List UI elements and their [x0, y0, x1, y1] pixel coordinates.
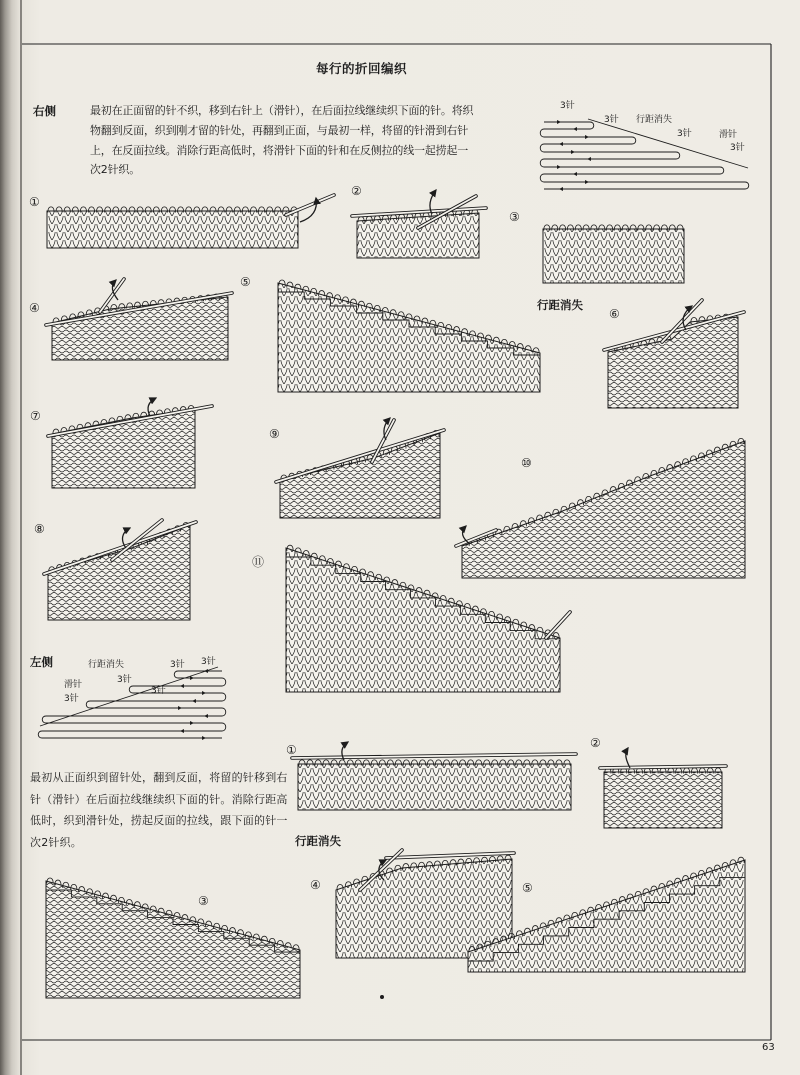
direction-arrow — [190, 676, 194, 680]
direction-arrow — [178, 706, 182, 710]
figure-number: ③ — [509, 210, 520, 224]
purl-fabric — [462, 441, 745, 578]
instruction-line: 低时，织到滑针处，捞起反面的拉线，跟下面的针一 — [30, 814, 288, 827]
instruction-line: 次2针织。 — [30, 835, 82, 849]
print-dot — [380, 995, 384, 999]
knitting-needle — [386, 853, 514, 858]
purl-fabric — [604, 772, 722, 828]
needle-body — [100, 279, 124, 312]
direction-arrow — [559, 142, 563, 146]
figure-number: ⑤ — [240, 275, 251, 289]
schematic-label: 滑针 — [719, 130, 738, 140]
stockinette-fabric — [357, 213, 479, 258]
figure-left-4 — [336, 850, 514, 958]
figure-right-6 — [604, 300, 744, 408]
left-side-heading: 左侧 — [30, 655, 53, 669]
schematic-label: 3针 — [560, 101, 575, 111]
instruction-line: 上，在反面拉线。消除行距高低时，将滑针下面的针和在反侧拉的线一起捞起一 — [90, 143, 468, 157]
figure-number: ② — [351, 184, 362, 198]
purl-fabric — [52, 297, 228, 360]
left-side-instructions — [30, 767, 288, 853]
figure-right-3 — [543, 225, 684, 283]
figure-number: ② — [590, 736, 601, 750]
direction-arrow — [559, 187, 563, 191]
knitting-needle — [292, 754, 576, 758]
figure-right-7 — [48, 398, 212, 488]
yarn-row-lines — [540, 122, 749, 189]
figure-left-2 — [600, 748, 726, 828]
gap-vanish-caption: 行距消失 — [295, 834, 341, 848]
direction-arrow — [557, 165, 561, 169]
schematic-label: 滑针 — [64, 680, 83, 690]
figure-number: ⑩ — [521, 456, 532, 470]
schematic-label: 3针 — [201, 657, 216, 667]
right-side-instructions — [90, 101, 473, 180]
schematic-label: 行距消失 — [636, 115, 673, 125]
yarn-strand-arrow — [626, 748, 630, 768]
direction-arrow — [202, 736, 206, 740]
knitting-needle — [286, 195, 334, 215]
purl-fabric — [46, 881, 300, 998]
right-side-heading: 右侧 — [33, 104, 56, 118]
short-row-schematic-left — [38, 655, 226, 740]
direction-arrow — [587, 157, 591, 161]
instruction-line: 最初在正面留的针不织，移到右针上（滑针），在后面拉线继续织下面的针。将织 — [90, 104, 474, 117]
schematic-label: 3针 — [117, 675, 132, 685]
figure-number: ① — [286, 743, 297, 757]
figure-right-10 — [456, 438, 745, 578]
figure-right-5 — [278, 280, 540, 392]
schematic-label: 3针 — [151, 686, 166, 696]
instruction-line: 物翻到反面，织到刚才留的针处，再翻到正面，与最初一样，将留的针滑到右针 — [90, 123, 468, 137]
direction-arrow — [585, 180, 589, 184]
figure-number: ④ — [29, 301, 40, 315]
figure-number: ⑥ — [609, 307, 620, 321]
figure-right-4 — [46, 279, 232, 360]
schematic-label: 3针 — [170, 660, 185, 670]
figure-left-3 — [46, 878, 300, 998]
figure-number: ⑦ — [30, 409, 41, 423]
direction-arrow — [204, 714, 208, 718]
direction-arrow — [557, 120, 561, 124]
schematic-label: 3针 — [64, 694, 79, 704]
stockinette-fabric — [298, 764, 571, 810]
stockinette-fabric — [47, 211, 298, 248]
direction-arrow — [573, 172, 577, 176]
figure-number: ① — [29, 195, 40, 209]
direction-arrow — [202, 691, 206, 695]
page-number: 63 — [762, 1042, 775, 1053]
figure-number: ③ — [198, 894, 209, 908]
instruction-line: 针（滑针）在后面拉线继续织下面的针。消除行距高 — [30, 792, 288, 806]
direction-arrow — [204, 669, 208, 673]
figure-number: ⑧ — [34, 522, 45, 536]
figure-number: ④ — [310, 878, 321, 892]
gap-vanish-line — [588, 119, 748, 168]
figure-left-1 — [292, 742, 576, 810]
schematic-label: 3针 — [604, 115, 619, 125]
direction-arrow — [190, 721, 194, 725]
figure-number: ⑤ — [522, 881, 533, 895]
instruction-line: 最初从正面织到留针处，翻到反面，将留的针移到右 — [30, 771, 288, 784]
direction-arrow — [180, 684, 184, 688]
schematic-label: 3针 — [730, 143, 745, 153]
short-row-schematic-right — [540, 99, 749, 191]
direction-arrow — [192, 699, 196, 703]
figure-right-2 — [352, 190, 486, 258]
needle-body — [286, 195, 334, 215]
figure-right-9 — [276, 418, 444, 518]
direction-arrow — [573, 127, 577, 131]
figure-number: ⑪ — [252, 555, 265, 569]
purl-fabric — [280, 433, 440, 518]
figure-right-8 — [44, 520, 196, 620]
figure-right-1 — [47, 195, 334, 248]
stockinette-fabric — [543, 229, 684, 283]
gap-vanish-caption: 行距消失 — [537, 298, 583, 312]
knitting-needle — [600, 766, 726, 768]
figure-number: ⑨ — [269, 427, 280, 441]
schematic-label: 3针 — [677, 129, 692, 139]
direction-arrow — [180, 729, 184, 733]
page-title: 每行的折回编织 — [316, 61, 408, 76]
schematic-label: 行距消失 — [88, 660, 125, 670]
knitting-needle — [100, 279, 124, 312]
direction-arrow — [571, 150, 575, 154]
direction-arrow — [585, 135, 589, 139]
instruction-line: 次2针织。 — [90, 163, 140, 177]
purl-fabric — [48, 525, 190, 620]
